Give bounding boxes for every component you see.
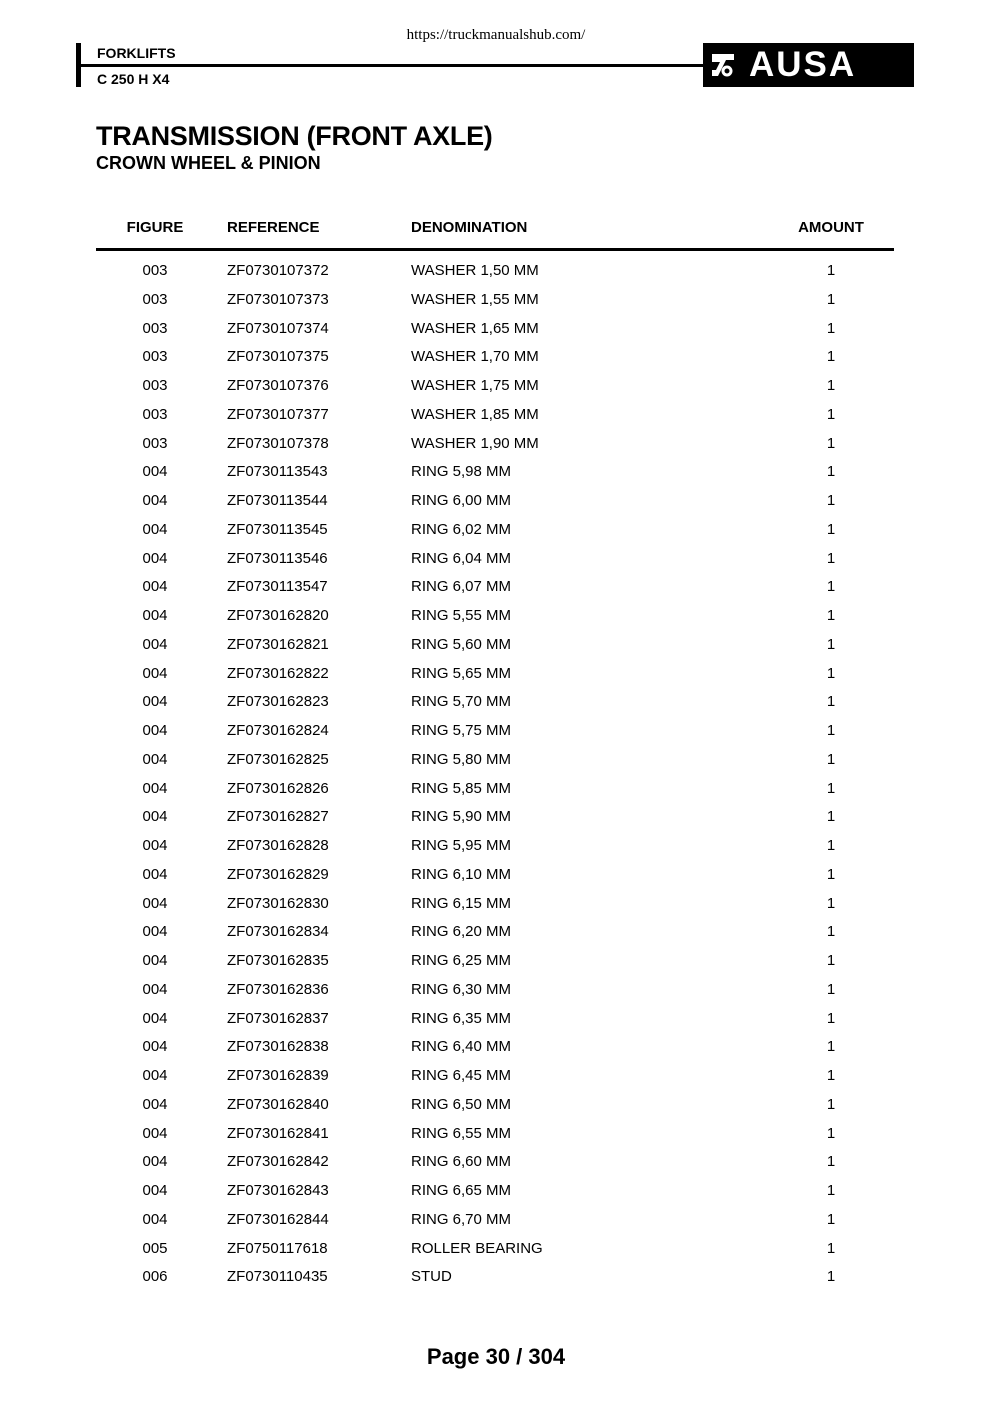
- category-label: FORKLIFTS: [97, 45, 176, 61]
- cell-amount: 1: [826, 1268, 836, 1286]
- header-divider: [81, 64, 705, 67]
- cell-reference: ZF0730162839: [227, 1067, 329, 1084]
- cell-figure: 004: [142, 1182, 168, 1199]
- page-number: Page 30 / 304: [426, 1344, 566, 1369]
- cell-reference: ZF0730107373: [227, 290, 329, 308]
- parts-table-body: [96, 257, 894, 1292]
- table-row: [96, 1148, 894, 1177]
- ausa-emblem-icon: [703, 43, 743, 87]
- table-row: [96, 602, 894, 631]
- cell-denomination: RING 6,04 MM: [411, 549, 512, 567]
- cell-figure: 004: [142, 865, 168, 883]
- cell-denomination: RING 6,55 MM: [411, 1124, 512, 1142]
- cell-denomination: RING 5,70 MM: [411, 693, 512, 711]
- table-row: [96, 257, 894, 286]
- cell-amount: 1: [826, 290, 836, 308]
- table-row: [96, 516, 894, 545]
- table-row: [96, 487, 894, 516]
- cell-amount: 1: [826, 1210, 836, 1228]
- cell-denomination: RING 6,35 MM: [411, 1009, 512, 1027]
- table-row: [96, 286, 894, 315]
- cell-figure: 004: [142, 837, 168, 854]
- column-header-denomination: DENOMINATION: [411, 219, 528, 236]
- cell-reference: ZF0730113545: [227, 520, 328, 538]
- table-row: [96, 746, 894, 775]
- cell-figure: 004: [142, 750, 168, 768]
- table-row: [96, 688, 894, 717]
- table-row: [96, 343, 894, 372]
- cell-amount: 1: [826, 722, 836, 739]
- cell-amount: 1: [826, 952, 836, 969]
- table-row: [96, 832, 894, 861]
- cell-amount: 1: [826, 377, 836, 394]
- logo-wordmark: AUSA: [749, 45, 857, 84]
- table-row: [96, 545, 894, 574]
- table-row: [96, 631, 894, 660]
- cell-denomination: RING 6,15 MM: [411, 894, 512, 912]
- cell-amount: 1: [826, 1067, 836, 1084]
- cell-denomination: RING 5,75 MM: [411, 722, 512, 739]
- cell-reference: ZF0730113546: [227, 549, 328, 567]
- cell-denomination: RING 6,07 MM: [411, 578, 512, 596]
- cell-figure: 003: [142, 319, 168, 337]
- cell-figure: 005: [142, 1239, 168, 1257]
- cell-figure: 004: [142, 492, 168, 509]
- cell-amount: 1: [826, 1239, 836, 1257]
- table-row: [96, 775, 894, 804]
- cell-amount: 1: [826, 319, 836, 337]
- table-row: [96, 315, 894, 344]
- table-row: [96, 1120, 894, 1149]
- cell-figure: 004: [142, 1124, 168, 1142]
- cell-reference: ZF0730162841: [227, 1124, 329, 1142]
- cell-amount: 1: [826, 1009, 836, 1027]
- table-row: [96, 976, 894, 1005]
- cell-figure: 004: [142, 635, 168, 653]
- table-row: [96, 660, 894, 689]
- cell-amount: 1: [826, 1095, 836, 1113]
- cell-reference: ZF0750117618: [227, 1239, 328, 1257]
- cell-amount: 1: [826, 635, 836, 653]
- cell-reference: ZF0730107376: [227, 377, 329, 394]
- cell-amount: 1: [826, 492, 836, 509]
- cell-denomination: RING 5,85 MM: [411, 779, 512, 797]
- cell-figure: 003: [142, 290, 168, 308]
- table-row: [96, 1235, 894, 1264]
- cell-amount: 1: [826, 405, 836, 423]
- table-row: [96, 861, 894, 890]
- cell-reference: ZF0730107374: [227, 319, 329, 337]
- cell-figure: 004: [142, 722, 168, 739]
- cell-reference: ZF0730162822: [227, 664, 329, 682]
- cell-reference: ZF0730162836: [227, 980, 329, 998]
- table-header-rule: [96, 248, 894, 251]
- cell-reference: ZF0730110435: [227, 1268, 328, 1286]
- source-url[interactable]: https://truckmanualshub.com/: [406, 27, 586, 43]
- cell-reference: ZF0730162823: [227, 693, 329, 711]
- cell-amount: 1: [826, 1153, 836, 1171]
- cell-denomination: RING 6,20 MM: [411, 923, 512, 941]
- cell-amount: 1: [826, 779, 836, 797]
- cell-amount: 1: [826, 578, 836, 596]
- cell-amount: 1: [826, 463, 836, 481]
- cell-reference: ZF0730162821: [227, 635, 329, 653]
- table-row: [96, 1177, 894, 1206]
- table-row: [96, 1033, 894, 1062]
- cell-reference: ZF0730162837: [227, 1009, 329, 1027]
- table-row: [96, 947, 894, 976]
- cell-figure: 004: [142, 1067, 168, 1084]
- cell-reference: ZF0730162840: [227, 1095, 329, 1113]
- cell-denomination: WASHER 1,85 MM: [411, 405, 539, 423]
- table-row: [96, 717, 894, 746]
- cell-denomination: WASHER 1,70 MM: [411, 348, 539, 366]
- table-row: [96, 1091, 894, 1120]
- table-row: [96, 372, 894, 401]
- cell-figure: 004: [142, 952, 168, 969]
- cell-reference: ZF0730113543: [227, 463, 328, 481]
- cell-amount: 1: [826, 923, 836, 941]
- column-header-amount: AMOUNT: [798, 219, 864, 236]
- cell-figure: 003: [142, 405, 168, 423]
- cell-figure: 004: [142, 549, 168, 567]
- cell-figure: 004: [142, 607, 168, 624]
- cell-reference: ZF0730162838: [227, 1038, 329, 1056]
- cell-denomination: ROLLER BEARING: [411, 1239, 543, 1257]
- cell-amount: 1: [826, 750, 836, 768]
- column-header-figure: FIGURE: [126, 219, 184, 236]
- table-row: [96, 1062, 894, 1091]
- column-header-reference: REFERENCE: [227, 219, 320, 236]
- cell-reference: ZF0730162842: [227, 1153, 329, 1171]
- cell-figure: 004: [142, 1009, 168, 1027]
- table-row: [96, 1206, 894, 1235]
- cell-amount: 1: [826, 607, 836, 624]
- cell-denomination: RING 6,60 MM: [411, 1153, 512, 1171]
- cell-figure: 004: [142, 693, 168, 711]
- cell-denomination: STUD: [411, 1268, 452, 1286]
- page-subtitle: CROWN WHEEL & PINION: [96, 153, 321, 173]
- cell-reference: ZF0730162825: [227, 750, 329, 768]
- cell-reference: ZF0730113547: [227, 578, 328, 596]
- cell-amount: 1: [826, 1124, 836, 1142]
- cell-reference: ZF0730162829: [227, 865, 329, 883]
- table-row: [96, 890, 894, 919]
- cell-reference: ZF0730107377: [227, 405, 329, 423]
- cell-amount: 1: [826, 693, 836, 711]
- cell-denomination: WASHER 1,55 MM: [411, 290, 539, 308]
- cell-denomination: RING 6,65 MM: [411, 1182, 512, 1199]
- table-row: [96, 803, 894, 832]
- cell-figure: 004: [142, 520, 168, 538]
- table-row: [96, 573, 894, 602]
- cell-denomination: RING 5,90 MM: [411, 808, 512, 826]
- table-row: [96, 458, 894, 487]
- table-row: [96, 1005, 894, 1034]
- cell-figure: 004: [142, 1210, 168, 1228]
- cell-amount: 1: [826, 980, 836, 998]
- ausa-logo: [703, 43, 914, 87]
- cell-figure: 004: [142, 664, 168, 682]
- cell-reference: ZF0730113544: [227, 492, 328, 509]
- cell-reference: ZF0730107375: [227, 348, 329, 366]
- cell-figure: 004: [142, 1095, 168, 1113]
- cell-figure: 004: [142, 578, 168, 596]
- cell-reference: ZF0730162826: [227, 779, 329, 797]
- cell-reference: ZF0730162827: [227, 808, 329, 826]
- cell-reference: ZF0730107372: [227, 262, 329, 279]
- cell-amount: 1: [826, 837, 836, 854]
- cell-reference: ZF0730162843: [227, 1182, 329, 1199]
- cell-amount: 1: [826, 549, 836, 567]
- cell-denomination: RING 6,40 MM: [411, 1038, 512, 1056]
- cell-amount: 1: [826, 348, 836, 366]
- cell-amount: 1: [826, 434, 836, 452]
- model-label: C 250 H X4: [97, 71, 170, 87]
- cell-denomination: WASHER 1,65 MM: [411, 319, 539, 337]
- cell-denomination: WASHER 1,75 MM: [411, 377, 539, 394]
- cell-reference: ZF0730107378: [227, 434, 329, 452]
- cell-denomination: RING 5,60 MM: [411, 635, 512, 653]
- cell-figure: 003: [142, 262, 168, 279]
- cell-figure: 003: [142, 434, 168, 452]
- cell-amount: 1: [826, 262, 836, 279]
- cell-figure: 004: [142, 779, 168, 797]
- cell-amount: 1: [826, 894, 836, 912]
- cell-figure: 004: [142, 923, 168, 941]
- page-title: TRANSMISSION (FRONT AXLE): [96, 121, 493, 151]
- cell-denomination: RING 6,10 MM: [411, 865, 512, 883]
- cell-reference: ZF0730162820: [227, 607, 329, 624]
- cell-figure: 003: [142, 377, 168, 394]
- table-row: [96, 1263, 894, 1292]
- table-row: [96, 430, 894, 459]
- cell-figure: 006: [142, 1268, 168, 1286]
- cell-figure: 004: [142, 980, 168, 998]
- cell-amount: 1: [826, 664, 836, 682]
- cell-denomination: RING 6,25 MM: [411, 952, 512, 969]
- cell-denomination: RING 5,80 MM: [411, 750, 512, 768]
- cell-figure: 004: [142, 808, 168, 826]
- parts-table-header: [96, 219, 894, 239]
- cell-denomination: RING 6,30 MM: [411, 980, 512, 998]
- cell-denomination: RING 5,98 MM: [411, 463, 512, 481]
- table-row: [96, 918, 894, 947]
- cell-reference: ZF0730162834: [227, 923, 329, 941]
- cell-amount: 1: [826, 520, 836, 538]
- cell-denomination: RING 6,45 MM: [411, 1067, 512, 1084]
- cell-figure: 004: [142, 463, 168, 481]
- cell-denomination: RING 6,50 MM: [411, 1095, 512, 1113]
- cell-denomination: RING 6,02 MM: [411, 520, 512, 538]
- cell-reference: ZF0730162830: [227, 894, 329, 912]
- cell-amount: 1: [826, 1182, 836, 1199]
- cell-reference: ZF0730162824: [227, 722, 329, 739]
- cell-amount: 1: [826, 865, 836, 883]
- cell-reference: ZF0730162828: [227, 837, 329, 854]
- cell-figure: 004: [142, 1153, 168, 1171]
- cell-denomination: RING 6,70 MM: [411, 1210, 512, 1228]
- cell-reference: ZF0730162844: [227, 1210, 329, 1228]
- cell-reference: ZF0730162835: [227, 952, 329, 969]
- cell-amount: 1: [826, 808, 836, 826]
- cell-amount: 1: [826, 1038, 836, 1056]
- cell-figure: 004: [142, 894, 168, 912]
- cell-figure: 004: [142, 1038, 168, 1056]
- cell-denomination: WASHER 1,50 MM: [411, 262, 539, 279]
- cell-denomination: RING 5,55 MM: [411, 607, 512, 624]
- cell-denomination: RING 5,95 MM: [411, 837, 512, 854]
- table-row: [96, 401, 894, 430]
- cell-denomination: RING 6,00 MM: [411, 492, 512, 509]
- cell-denomination: RING 5,65 MM: [411, 664, 512, 682]
- cell-denomination: WASHER 1,90 MM: [411, 434, 539, 452]
- cell-figure: 003: [142, 348, 168, 366]
